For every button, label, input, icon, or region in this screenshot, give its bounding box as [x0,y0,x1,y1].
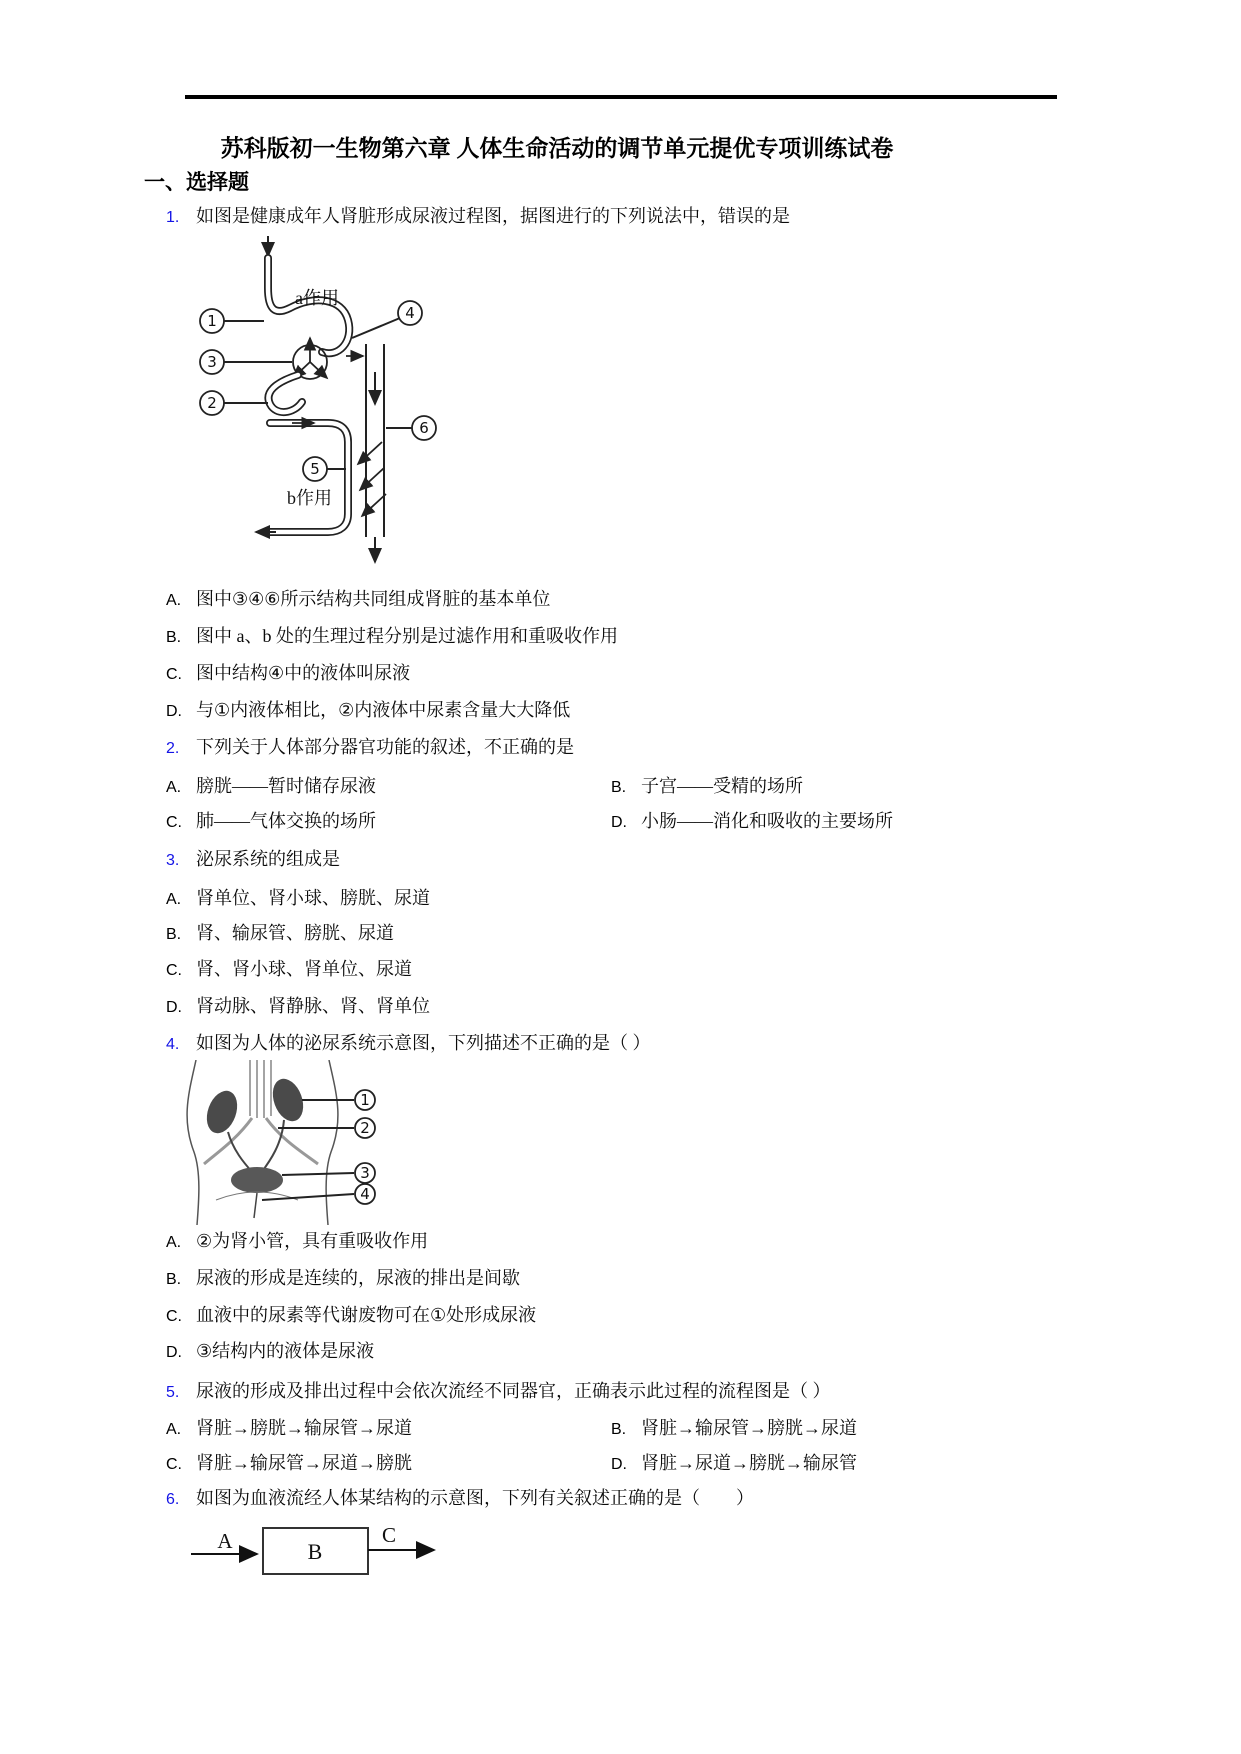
q2-option-b: B. 子宫——受精的场所 [611,776,803,796]
question-1-stem [166,204,790,230]
nephron-diagram [180,232,440,572]
q4-option-d: D. ③结构内的液体是尿液 [166,1341,375,1361]
label-b-effect: b作用 [287,488,332,508]
q1-option-c: C. 图中结构④中的液体叫尿液 [166,663,411,683]
nephron-label-3: 3 [207,353,217,371]
q5-option-b: B. 肾脏→输尿管→膀胱→尿道 [611,1418,857,1438]
q5-option-a: A. 肾脏→膀胱→输尿管→尿道 [166,1418,412,1438]
q1-option-d: D. 与①内液体相比，②内液体中尿素含量大大降低 [166,700,571,720]
torso-contour-right [326,1060,338,1225]
question-4-number: 4. [166,1036,180,1053]
header-rule [185,95,1057,99]
label-a-effect: a作用 [295,288,339,308]
q4-option-b: B. 尿液的形成是连续的，尿液的排出是间歇 [166,1268,520,1288]
q5-option-c: C. 肾脏→输尿管→尿道→膀胱 [166,1453,412,1473]
bladder [231,1167,283,1193]
left-kidney [201,1087,242,1138]
question-6-stem: 6. 如图为血液流经人体某结构的示意图，下列有关叙述正确的是（ ） [166,1486,754,1512]
nephron-label-2: 2 [207,394,217,412]
question-5-number: 5. [166,1384,180,1401]
q3-option-b: B. 肾、输尿管、膀胱、尿道 [166,923,394,943]
q2-option-a: A. 膀胱——暂时储存尿液 [166,776,376,796]
flow-label-a: A [217,1529,233,1553]
q2-option-c: C. 肺——气体交换的场所 [166,811,376,831]
question-3-stem: 3. 泌尿系统的组成是 [166,847,340,873]
urinary-label-2: 2 [360,1119,370,1137]
torso-contour-left [187,1060,199,1225]
blood-flow-diagram [183,1514,453,1586]
question-5-stem: 5. 尿液的形成及排出过程中会依次流经不同器官，正确表示此过程的流程图是（ ） [166,1379,831,1405]
q4-option-a: A. ②为肾小管，具有重吸收作用 [166,1231,429,1251]
question-2-stem: 2. 下列关于人体部分器官功能的叙述，不正确的是 [166,735,574,761]
nephron-label-4: 4 [405,304,415,322]
page-title: 苏科版初一生物第六章 人体生命活动的调节单元提优专项训练试卷 [220,136,894,161]
flow-label-c: C [381,1523,397,1547]
q5-option-d: D. 肾脏→尿道→膀胱→输尿管 [611,1453,857,1473]
question-1-number: 1. [166,209,180,226]
question-4-stem: 4. 如图为人体的泌尿系统示意图，下列描述不正确的是（ ） [166,1031,651,1057]
nephron-label-6: 6 [419,419,429,437]
nephron-label-1: 1 [207,312,217,330]
q3-option-c: C. 肾、肾小球、肾单位、尿道 [166,959,412,979]
nephron-label-5: 5 [310,460,320,478]
urinary-system-diagram [180,1060,400,1225]
q1-option-a: A. 图中③④⑥所示结构共同组成肾脏的基本单位 [166,589,551,609]
q1-option-b: B. 图中 a、b 处的生理过程分别是过滤作用和重吸收作用 [166,626,618,646]
question-2-number: 2. [166,740,180,757]
question-3-number: 3. [166,852,180,869]
q3-option-a: A. 肾单位、肾小球、膀胱、尿道 [166,888,430,908]
q2-option-d: D. 小肠——消化和吸收的主要场所 [611,811,893,831]
left-ureter [228,1132,253,1173]
q4-option-c: C. 血液中的尿素等代谢废物可在①处形成尿液 [166,1305,537,1325]
urinary-label-1: 1 [360,1091,370,1109]
question-1-text: 如图是健康成年人肾脏形成尿液过程图，据图进行的下列说法中，错误的是 [196,206,790,226]
urinary-label-3: 3 [360,1164,370,1182]
question-6-number: 6. [166,1491,180,1508]
q3-option-d: D. 肾动脉、肾静脉、肾、肾单位 [166,996,430,1016]
urethra [254,1193,257,1218]
urinary-label-4: 4 [360,1185,370,1203]
flow-label-b: B [307,1539,323,1564]
section-heading: 一、选择题 [144,170,249,194]
